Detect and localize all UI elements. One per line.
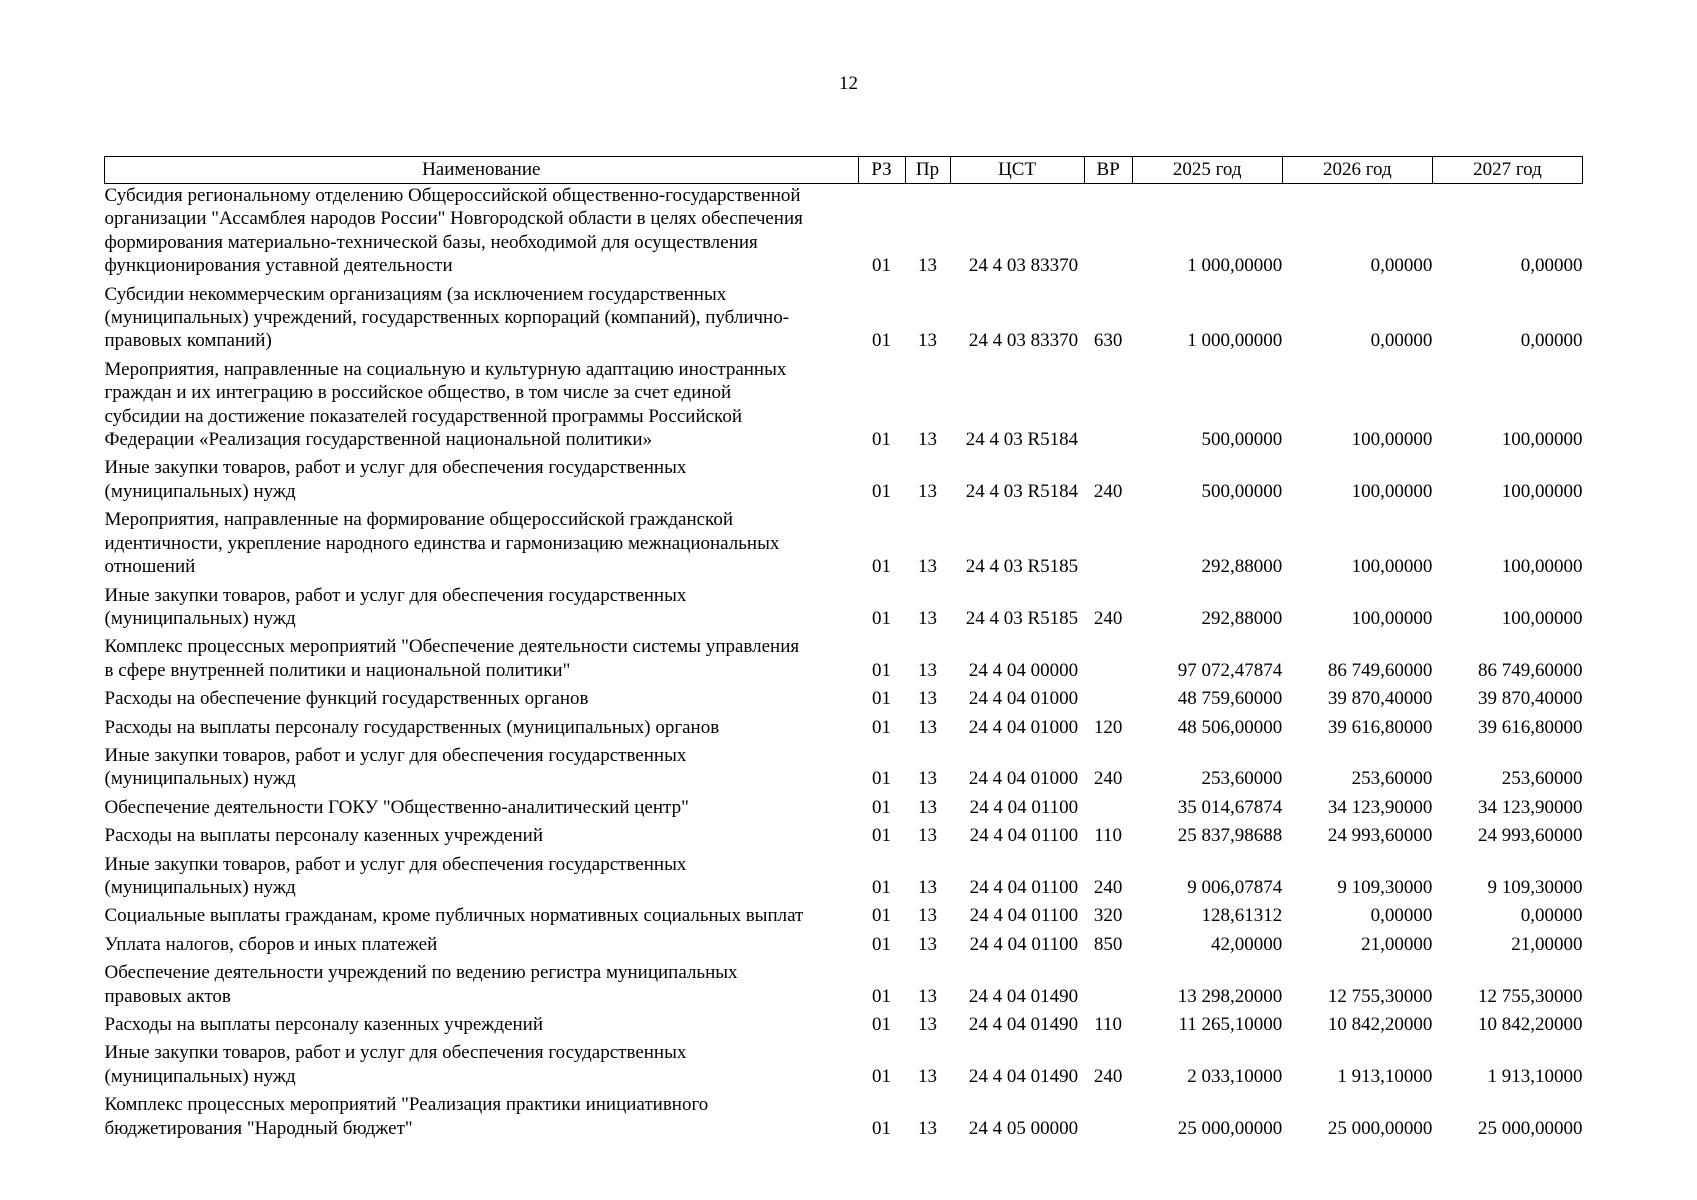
row-name-line: Расходы на выплаты персоналу казенных учреждений — [104, 1014, 544, 1035]
row-2026: 100,00000 — [1351, 607, 1433, 629]
row-2027: 9 109,30000 — [1487, 876, 1583, 898]
table-row — [105, 184, 1583, 283]
table-row — [105, 1041, 1583, 1093]
row-2025: 25 837,98688 — [1177, 825, 1283, 847]
table-row — [105, 904, 1583, 932]
row-name — [105, 184, 859, 283]
row-name-line: Иные закупки товаров, работ и услуг для обеспечения государственных — [104, 1042, 687, 1064]
row-2027: 0,00000 — [1520, 905, 1583, 927]
row-2026: 0,00000 — [1370, 905, 1433, 927]
row-2027: 100,00000 — [1501, 607, 1583, 629]
row-name-line: Комплекс процессных мероприятий "Реализация практики инициативного — [104, 1094, 709, 1116]
row-2026: 100,00000 — [1351, 480, 1433, 502]
row-name — [105, 358, 859, 457]
row-name — [105, 716, 859, 744]
row-name-line: Расходы на выплаты персоналу государственных (муниципальных) органов — [104, 716, 720, 738]
row-cst: 24 4 04 01490 — [968, 985, 1079, 1007]
row-2027: 100,00000 — [1501, 480, 1583, 502]
row-2026: 21,00000 — [1361, 933, 1433, 955]
row-rz: 01 — [872, 876, 892, 898]
table-row — [105, 584, 1583, 636]
row-pr: 13 — [918, 556, 938, 578]
row-2027: 1 913,10000 — [1487, 1065, 1583, 1087]
row-name-line: Обеспечение деятельности ГОКУ "Общественно-аналитический центр" — [104, 796, 689, 818]
table-row — [105, 853, 1583, 905]
row-name-line: Расходы на выплаты персоналу казенных учреждений — [104, 825, 544, 847]
row-name — [105, 1041, 859, 1093]
row-cst: 24 4 05 00000 — [968, 1117, 1079, 1139]
row-rz: 01 — [872, 825, 892, 847]
row-rz: 01 — [872, 1117, 892, 1139]
row-name — [105, 584, 859, 636]
row-2027: 100,00000 — [1501, 429, 1583, 451]
row-2026: 86 749,60000 — [1327, 659, 1433, 681]
row-2025: 128,61312 — [1201, 905, 1283, 927]
row-pr: 13 — [918, 768, 938, 790]
row-2025: 42,00000 — [1211, 933, 1283, 955]
header-cst: ЦСТ — [950, 157, 1084, 184]
row-name-line: Иные закупки товаров, работ и услуг для обеспечения государственных — [104, 744, 687, 766]
row-name — [105, 687, 859, 715]
row-pr: 13 — [918, 985, 938, 1007]
table-row — [105, 358, 1583, 457]
row-pr: 13 — [918, 905, 938, 927]
row-2027: 39 616,80000 — [1478, 716, 1583, 738]
row-2027: 21,00000 — [1511, 933, 1583, 955]
row-2025: 1 000,00000 — [1187, 255, 1283, 277]
row-2025: 253,60000 — [1201, 768, 1283, 790]
row-vr — [1084, 961, 1132, 1013]
row-name-line: субсидии на достижение показателей государственной программы Российской — [104, 405, 742, 427]
row-2025: 500,00000 — [1201, 480, 1283, 502]
row-2025: 25 000,00000 — [1177, 1117, 1283, 1139]
row-2026: 12 755,30000 — [1327, 985, 1433, 1007]
row-2025: 35 014,67874 — [1177, 796, 1283, 818]
row-name — [105, 824, 859, 852]
row-name-line: Мероприятия, направленные на социальную и культурную адаптацию иностранных — [104, 358, 787, 380]
row-cst: 24 4 04 01490 — [968, 1065, 1079, 1087]
row-2026: 253,60000 — [1351, 768, 1433, 790]
row-name — [105, 904, 859, 932]
header-2027: 2027 год — [1432, 157, 1582, 184]
row-rz: 01 — [872, 330, 892, 352]
row-rz: 01 — [872, 768, 892, 790]
row-vr: 110 — [1094, 1014, 1123, 1035]
row-cst: 24 4 04 01100 — [969, 933, 1079, 955]
table-row — [105, 635, 1583, 687]
row-2026: 9 109,30000 — [1337, 876, 1433, 898]
row-2027: 24 993,60000 — [1478, 825, 1583, 847]
row-vr: 240 — [1093, 607, 1123, 629]
row-2026: 1 913,10000 — [1337, 1065, 1433, 1087]
row-vr: 630 — [1093, 330, 1123, 352]
budget-table — [104, 156, 1583, 1145]
row-2027: 25 000,00000 — [1478, 1117, 1583, 1139]
table-row — [105, 961, 1583, 1013]
row-name-line: (муниципальных) нужд — [104, 480, 296, 502]
row-2026: 100,00000 — [1351, 556, 1433, 578]
row-rz: 01 — [872, 796, 892, 818]
row-cst: 24 4 03 83370 — [968, 255, 1079, 277]
row-2026: 34 123,90000 — [1327, 796, 1433, 818]
row-pr: 13 — [918, 688, 938, 710]
row-name-line: функционирования уставной деятельности — [104, 255, 453, 277]
row-2026: 10 842,20000 — [1327, 1014, 1433, 1035]
table-header — [105, 157, 1583, 184]
row-vr: 320 — [1093, 905, 1123, 927]
row-name-line: организации "Ассамблея народов России" Новгородской области в целях обеспечения — [104, 208, 803, 230]
row-rz: 01 — [872, 985, 892, 1007]
row-2026: 0,00000 — [1370, 330, 1433, 352]
row-name-line: Социальные выплаты гражданам, кроме публичных нормативных социальных выплат — [104, 905, 804, 927]
row-name-line: правовых компаний) — [104, 330, 272, 352]
row-cst: 24 4 04 01100 — [969, 876, 1079, 898]
row-cst: 24 4 03 83370 — [968, 330, 1079, 352]
header-vr: ВР — [1084, 157, 1132, 184]
row-2026: 24 993,60000 — [1327, 825, 1433, 847]
row-name — [105, 1013, 859, 1041]
table-row — [105, 1093, 1583, 1145]
row-name-line: Комплекс процессных мероприятий "Обеспечение деятельности системы управления — [104, 636, 800, 658]
row-cst: 24 4 03 R5184 — [965, 429, 1079, 451]
row-2025: 1 000,00000 — [1187, 330, 1283, 352]
row-vr — [1084, 508, 1132, 583]
row-2025: 2 033,10000 — [1187, 1065, 1283, 1087]
row-2025: 9 006,07874 — [1187, 876, 1283, 898]
table-row — [105, 283, 1583, 358]
row-vr: 120 — [1093, 716, 1123, 738]
row-rz: 01 — [872, 1065, 892, 1087]
row-pr: 13 — [918, 330, 938, 352]
table-row — [105, 933, 1583, 961]
row-name — [105, 635, 859, 687]
row-name-line: Уплата налогов, сборов и иных платежей — [104, 933, 438, 955]
row-2026: 39 616,80000 — [1327, 716, 1433, 738]
row-vr: 850 — [1093, 933, 1123, 955]
table-row — [105, 456, 1583, 508]
row-2026: 25 000,00000 — [1327, 1117, 1433, 1139]
row-rz: 01 — [872, 255, 892, 277]
row-vr — [1084, 796, 1132, 824]
header-rz: РЗ — [858, 157, 905, 184]
row-name-line: правовых актов — [104, 985, 231, 1007]
row-2025: 292,88000 — [1201, 607, 1283, 629]
row-name-line: Мероприятия, направленные на формирование общероссийской гражданской — [104, 509, 733, 531]
row-name — [105, 853, 859, 905]
row-name-line: Иные закупки товаров, работ и услуг для обеспечения государственных — [104, 457, 687, 479]
row-cst: 24 4 03 R5185 — [965, 556, 1079, 578]
table-row — [105, 824, 1583, 852]
row-vr — [1084, 687, 1132, 715]
table-row — [105, 796, 1583, 824]
row-2026: 39 870,40000 — [1327, 688, 1433, 710]
table-row — [105, 1013, 1583, 1041]
row-vr: 240 — [1093, 876, 1123, 898]
table-row — [105, 716, 1583, 744]
row-2027: 10 842,20000 — [1478, 1014, 1583, 1035]
row-2027: 12 755,30000 — [1478, 985, 1583, 1007]
row-2026: 100,00000 — [1351, 429, 1433, 451]
row-pr: 13 — [918, 716, 938, 738]
row-rz: 01 — [872, 480, 892, 502]
row-name — [105, 283, 859, 358]
row-2026: 0,00000 — [1370, 255, 1433, 277]
row-vr — [1084, 184, 1132, 283]
header-2026: 2026 год — [1282, 157, 1432, 184]
row-pr: 13 — [918, 796, 938, 818]
row-rz: 01 — [872, 688, 892, 710]
row-2027: 34 123,90000 — [1478, 796, 1583, 818]
row-pr: 13 — [918, 1117, 938, 1139]
row-cst: 24 4 04 01000 — [968, 688, 1079, 710]
page-number: 12 — [839, 73, 858, 94]
row-name — [105, 1093, 859, 1145]
row-name-line: (муниципальных) нужд — [104, 768, 296, 790]
row-name-line: идентичности, укрепление народного единства и гармонизацию межнациональных — [104, 532, 780, 554]
row-cst: 24 4 04 01100 — [969, 796, 1079, 818]
row-name-line: (муниципальных) нужд — [104, 1065, 296, 1087]
row-rz: 01 — [872, 556, 892, 578]
row-cst: 24 4 04 01100 — [969, 825, 1079, 847]
row-name-line: бюджетирования "Народный бюджет" — [104, 1117, 413, 1139]
row-2025: 48 759,60000 — [1177, 688, 1283, 710]
row-name — [105, 961, 859, 1013]
row-vr: 240 — [1093, 1065, 1123, 1087]
row-vr: 240 — [1093, 480, 1123, 502]
row-pr: 13 — [918, 429, 938, 451]
row-rz: 01 — [872, 933, 892, 955]
row-vr: 240 — [1093, 768, 1123, 790]
row-name-line: Субсидия региональному отделению Общероссийской общественно-государственной — [104, 185, 801, 206]
row-pr: 13 — [918, 933, 938, 955]
row-2025: 11 265,10000 — [1178, 1014, 1283, 1035]
row-name-line: Расходы на обеспечение функций государственных органов — [104, 688, 589, 710]
row-rz: 01 — [872, 1014, 892, 1035]
row-2027: 0,00000 — [1520, 255, 1583, 277]
row-vr — [1084, 1093, 1132, 1145]
row-vr — [1084, 358, 1132, 457]
row-name — [105, 796, 859, 824]
row-name-line: (муниципальных) учреждений, государственных корпораций (компаний), публично- — [104, 307, 790, 329]
header-name: Наименование — [105, 157, 859, 184]
row-name-line: Иные закупки товаров, работ и услуг для обеспечения государственных — [104, 853, 687, 875]
row-2027: 86 749,60000 — [1478, 659, 1583, 681]
row-cst: 24 4 03 R5185 — [965, 607, 1079, 629]
row-pr: 13 — [918, 825, 938, 847]
table-body — [105, 184, 1583, 1146]
row-pr: 13 — [918, 876, 938, 898]
row-name-line: (муниципальных) нужд — [104, 876, 296, 898]
row-name — [105, 508, 859, 583]
row-2027: 253,60000 — [1501, 768, 1583, 790]
row-name-line: формирования материально-технической базы, необходимой для осуществления — [104, 231, 758, 253]
table-row — [105, 744, 1583, 796]
row-name-line: Субсидии некоммерческим организациям (за исключением государственных — [104, 283, 727, 305]
row-pr: 13 — [918, 255, 938, 277]
row-cst: 24 4 04 01490 — [968, 1014, 1079, 1035]
row-rz: 01 — [872, 607, 892, 629]
row-pr: 13 — [918, 607, 938, 629]
row-vr: 110 — [1094, 825, 1123, 847]
row-name-line: в сфере внутренней политики и национальной политики" — [104, 659, 571, 681]
row-2025: 500,00000 — [1201, 429, 1283, 451]
row-pr: 13 — [918, 1065, 938, 1087]
row-name-line: граждан и их интеграцию в российское общество, в том числе за счет единой — [104, 382, 732, 404]
row-name-line: Обеспечение деятельности учреждений по ведению регистра муниципальных — [104, 962, 738, 984]
row-2027: 0,00000 — [1520, 330, 1583, 352]
row-2025: 292,88000 — [1201, 556, 1283, 578]
row-2025: 48 506,00000 — [1177, 716, 1283, 738]
row-rz: 01 — [872, 659, 892, 681]
table-row — [105, 687, 1583, 715]
row-name — [105, 933, 859, 961]
row-cst: 24 4 03 R5184 — [965, 480, 1079, 502]
row-rz: 01 — [872, 429, 892, 451]
table-row — [105, 508, 1583, 583]
row-rz: 01 — [872, 905, 892, 927]
row-2027: 100,00000 — [1501, 556, 1583, 578]
header-2025: 2025 год — [1132, 157, 1282, 184]
row-2025: 97 072,47874 — [1177, 659, 1283, 681]
row-name — [105, 456, 859, 508]
header-pr: Пр — [905, 157, 950, 184]
row-pr: 13 — [918, 659, 938, 681]
row-name-line: (муниципальных) нужд — [104, 607, 296, 629]
row-name-line: Иные закупки товаров, работ и услуг для обеспечения государственных — [104, 584, 687, 606]
row-pr: 13 — [918, 1014, 938, 1035]
row-cst: 24 4 04 01000 — [968, 768, 1079, 790]
row-name-line: отношений — [104, 556, 196, 578]
row-cst: 24 4 04 00000 — [968, 659, 1079, 681]
row-vr — [1084, 635, 1132, 687]
row-2025: 13 298,20000 — [1177, 985, 1283, 1007]
row-name — [105, 744, 859, 796]
row-cst: 24 4 04 01000 — [968, 716, 1079, 738]
row-2027: 39 870,40000 — [1478, 688, 1583, 710]
row-pr: 13 — [918, 480, 938, 502]
row-name-line: Федерации «Реализация государственной национальной политики» — [104, 429, 653, 451]
row-cst: 24 4 04 01100 — [969, 905, 1079, 927]
row-rz: 01 — [872, 716, 892, 738]
